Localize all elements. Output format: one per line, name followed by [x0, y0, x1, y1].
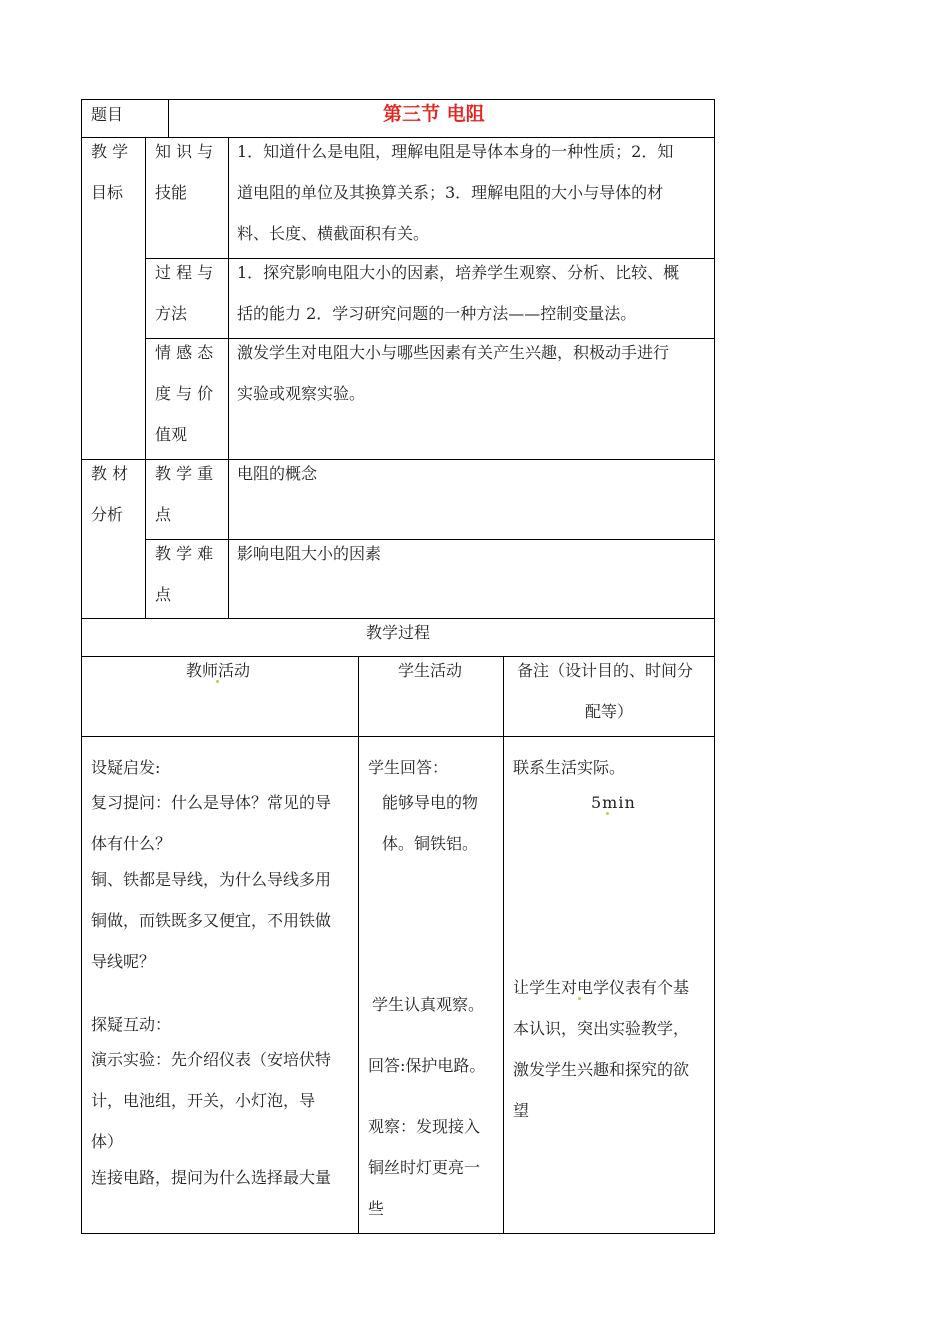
title-row-bottom	[81, 137, 715, 138]
student-line: 些	[368, 1199, 385, 1218]
student-line: 学生认真观察。	[372, 995, 485, 1014]
teacher-line: 导线呢？	[91, 952, 156, 971]
teacher-line: 探疑互动：	[91, 1015, 172, 1034]
section-sep-process	[81, 618, 715, 619]
process-heading-bottom	[81, 656, 715, 657]
col-divider-1	[145, 137, 146, 618]
student-line: 体。铜铁铝。	[382, 834, 479, 853]
objective-row-sep-1	[145, 258, 715, 259]
key-point-label-line1: 教 学 重	[155, 464, 214, 483]
notes-header-line1: 备注（设计目的、时间分	[517, 661, 694, 680]
key-point-content: 电阻的概念	[237, 464, 318, 483]
materials-label-line2: 分析	[91, 505, 124, 524]
student-line: 能够导电的物	[382, 793, 479, 812]
teacher-line: 铜、铁都是导线，为什么导线多用	[91, 870, 332, 889]
objectives-label-line2: 目标	[91, 183, 124, 202]
notes-header-line2: 配等）	[585, 702, 634, 721]
materials-row-sep	[145, 539, 715, 540]
objective-attitude-label-line3: 值观	[155, 425, 188, 444]
objective-attitude-line: 实验或观察实验。	[237, 384, 366, 403]
student-line: 铜丝时灯更亮一	[368, 1158, 481, 1177]
table-border-right	[714, 99, 715, 1234]
materials-label-line1: 教 材	[91, 464, 129, 483]
col-divider-2	[228, 137, 229, 618]
teacher-activity-header: 教师活动	[186, 661, 251, 680]
title-row-divider	[168, 99, 169, 137]
ink-dot	[216, 680, 219, 683]
objective-row-sep-2	[145, 338, 715, 339]
objective-process-label-line2: 方法	[155, 304, 188, 323]
teacher-line: 体有什么？	[91, 834, 172, 853]
teacher-line: 演示实验：先介绍仪表（安培伏特	[91, 1050, 332, 1069]
objective-knowledge-label-line2: 技能	[155, 183, 188, 202]
objective-knowledge-label-line1: 知 识 与	[155, 142, 214, 161]
lesson-title: 第三节 电阻	[383, 103, 485, 125]
notes-line: 本认识，突出实验教学，	[513, 1019, 690, 1038]
process-col-divider-2	[503, 656, 504, 1234]
teacher-line: 体）	[91, 1132, 124, 1151]
student-line: 学生回答：	[368, 758, 449, 777]
teacher-line: 连接电路，提问为什么选择最大量	[91, 1168, 332, 1187]
objective-knowledge-line: 1．知道什么是电阻，理解电阻是导体本身的一种性质；2．知	[237, 142, 674, 161]
student-line: 观察：发现接入	[368, 1117, 481, 1136]
objective-process-line: 1．探究影响电阻大小的因素，培养学生观察、分析、比较、概	[237, 263, 680, 282]
key-point-label-line2: 点	[155, 505, 172, 524]
notes-line: 望	[513, 1101, 530, 1120]
ink-dot	[578, 997, 581, 1000]
teacher-line: 复习提问：什么是导体？常见的导	[91, 793, 332, 812]
notes-time: 5min	[591, 793, 636, 812]
student-activity-header: 学生活动	[398, 661, 463, 680]
notes-line: 让学生对电学仪表有个基	[513, 978, 690, 997]
teacher-line: 设疑启发:	[91, 758, 161, 777]
notes-line: 激发学生兴趣和探究的欲	[513, 1060, 690, 1079]
table-border-bottom	[81, 1233, 715, 1234]
objectives-label-line1: 教 学	[91, 142, 129, 161]
objective-process-line: 括的能力 2．学习研究问题的一种方法——控制变量法。	[237, 304, 637, 323]
objective-attitude-label-line2: 度 与 价	[155, 384, 214, 403]
objective-attitude-line: 激发学生对电阻大小与哪些因素有关产生兴趣，积极动手进行	[237, 343, 670, 362]
teacher-line: 铜做，而铁既多又便宜，不用铁做	[91, 911, 332, 930]
objective-attitude-label-line1: 情 感 态	[155, 343, 214, 362]
difficult-point-content: 影响电阻大小的因素	[237, 544, 382, 563]
table-border-top	[81, 99, 715, 100]
difficult-point-label-line1: 教 学 难	[155, 544, 214, 563]
table-border-left	[81, 99, 82, 1234]
ink-dot	[606, 812, 609, 815]
student-line: 回答:保护电路。	[368, 1056, 486, 1075]
teacher-line: 计，电池组，开关，小灯泡，导	[91, 1091, 316, 1110]
section-sep-materials	[81, 459, 715, 460]
objective-knowledge-line: 料、长度、横截面积有关。	[237, 224, 430, 243]
topic-label: 题目	[91, 105, 124, 124]
process-col-divider-1	[358, 656, 359, 1234]
notes-line: 联系生活实际。	[513, 758, 626, 777]
objective-process-label-line1: 过 程 与	[155, 263, 214, 282]
difficult-point-label-line2: 点	[155, 585, 172, 604]
process-heading: 教学过程	[366, 623, 431, 642]
process-header-bottom	[81, 736, 715, 737]
objective-knowledge-line: 道电阻的单位及其换算关系；3．理解电阻的大小与导体的材	[237, 183, 664, 202]
